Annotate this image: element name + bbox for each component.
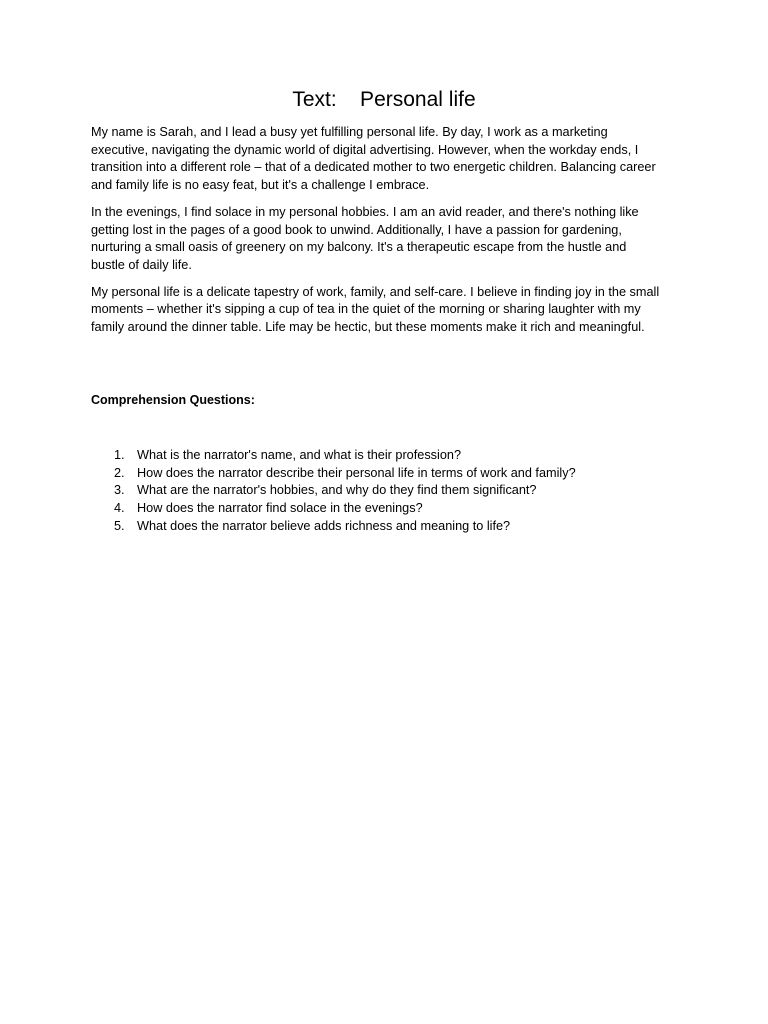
reading-text (91, 124, 663, 346)
question-number: 5. (114, 518, 125, 533)
page-title: Text: Personal life (292, 88, 476, 111)
question-number: 1. (114, 448, 125, 462)
list-item (91, 518, 691, 536)
question-text: What is the narrator's name, and what is their profession? (137, 448, 461, 462)
list-item (91, 482, 691, 500)
question-number: 3. (114, 483, 125, 498)
paragraph: My name is Sarah, and I lead a busy yet fulfilling personal life. By day, I work as a marketing executive, navigating the dynamic world of digital advertising. However, when the workday ends, I transition into a different role – that of a dedicated mother to two energetic children. Balancing career and family life is no easy feat, but it's a challenge I embrace. (91, 125, 656, 193)
question-number: 2. (114, 465, 125, 480)
question-text: What are the narrator's hobbies, and why do they find them significant? (137, 483, 537, 498)
questions-list (91, 447, 691, 536)
paragraph: My personal life is a delicate tapestry of work, family, and self-care. I believe in finding joy in the small moments – whether it's sipping a cup of tea in the quiet of the morning or sharing laughter with my family around the dinner table. Life may be hectic, but these moments make it rich and meaningful. (91, 284, 660, 335)
question-text: How does the narrator find solace in the evenings? (137, 501, 423, 516)
question-text: How does the narrator describe their personal life in terms of work and family? (137, 465, 576, 480)
list-item (91, 465, 691, 483)
list-item (91, 447, 691, 465)
question-text: What does the narrator believe adds richness and meaning to life? (137, 518, 511, 533)
questions-heading: Comprehension Questions: (91, 393, 255, 407)
question-number: 4. (114, 501, 125, 516)
paragraph: In the evenings, I find solace in my personal hobbies. I am an avid reader, and there's nothing like getting lost in the pages of a good book to unwind. Additionally, I have a passion for gardening, nurturing a small oasis of greenery on my balcony. It's a therapeutic escape from the hustle and bustle of daily life. (91, 204, 639, 272)
list-item (91, 500, 691, 518)
